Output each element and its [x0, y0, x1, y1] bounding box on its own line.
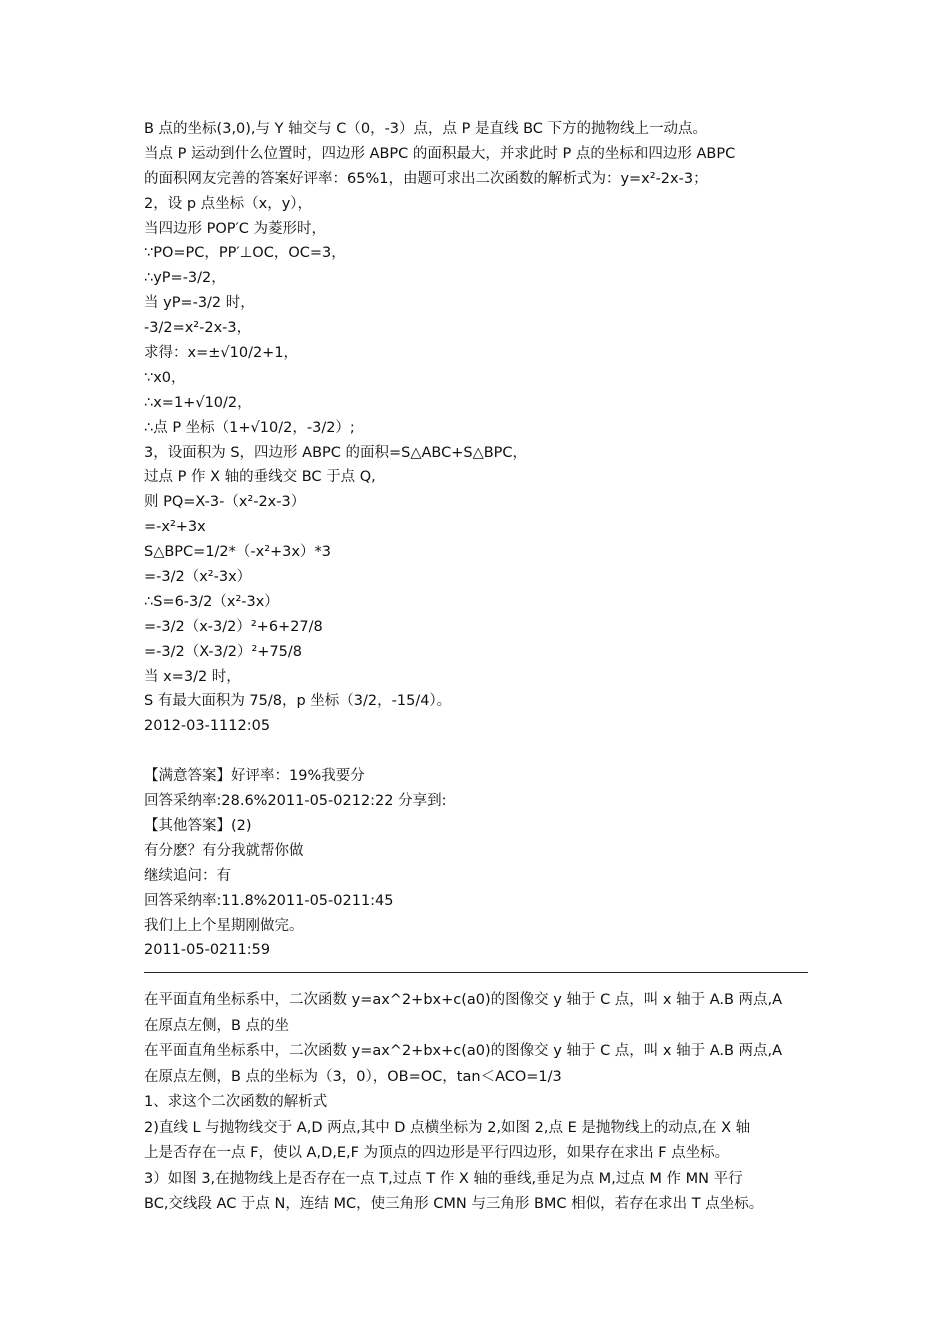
text-line: S△BPC=1/2*（-x²+3x）*3 [144, 544, 331, 561]
text-line: 在平面直角坐标系中，二次函数 y=ax^2+bx+c(a0)的图像交 y 轴于 C 点，叫 x 轴于 A.B 两点,A [144, 1043, 783, 1059]
text-line: -3/2=x²-2x-3， [144, 320, 252, 337]
text-line: B 点的坐标(3,0),与 Y 轴交与 C（0，-3）点，点 P 是直线 BC 下方的抛物线上一动点。 [144, 121, 708, 137]
text-line: 求得：x=±√10/2+1， [144, 345, 299, 362]
text-line: 1、求这个二次函数的解析式 [144, 1094, 328, 1110]
text-line: =-3/2（X-3/2）²+75/8 [144, 643, 303, 660]
text-line: ∵PO=PC，PP′⊥OC，OC=3， [144, 245, 346, 262]
text-line: 的面积网友完善的答案好评率：65%1，由题可求出二次函数的解析式为：y=x²-2x-3； [144, 170, 708, 187]
answer-text-block [144, 117, 808, 963]
text-line: 则 PQ=X-3-（x²-2x-3） [144, 494, 306, 511]
text-line: 我们上上个星期刚做完。 [144, 917, 304, 934]
text-line: 【满意答案】好评率：19%我要分 [144, 768, 365, 785]
text-line: 当点 P 运动到什么位置时，四边形 ABPC 的面积最大，并求此时 P 点的坐标和四边形 ABPC [144, 145, 736, 162]
timestamp: 2012-03-1112:05 [144, 718, 271, 735]
text-line: ∴x=1+√10/2， [144, 394, 252, 411]
text-line: 2)直线 L 与抛物线交于 A,D 两点,其中 D 点横坐标为 2,如图 2,点 E 是抛物线上的动点,在 X 轴 [144, 1119, 751, 1136]
text-line: 当四边形 POP′C 为菱形时， [144, 220, 327, 237]
text-line: 3，设面积为 S，四边形 ABPC 的面积=S△ABC+S△BPC， [144, 444, 528, 461]
text-line: S 有最大面积为 75/8，p 坐标（3/2，-15/4）。 [144, 693, 452, 710]
text-line: ∵x0， [144, 369, 186, 386]
text-line: =-x²+3x [144, 519, 206, 536]
text-line: 继续追问：有 [144, 867, 231, 884]
text-line: ∴点 P 坐标（1+√10/2，-3/2）; [144, 419, 355, 436]
text-line: 当 x=3/2 时， [144, 668, 241, 685]
text-line: 过点 P 作 X 轴的垂线交 BC 于点 Q, [144, 469, 376, 486]
timestamp: 2011-05-0211:59 [144, 942, 271, 959]
text-line: 上是否存在一点 F，使以 A,D,E,F 为顶点的四边形是平行四边形，如果存在求出 F 点坐标。 [144, 1145, 730, 1161]
text-line: ∴yP=-3/2， [144, 270, 226, 287]
text-line: 回答采纳率:28.6%2011-05-0212:22 分享到: [144, 793, 447, 810]
text-line: ∴S=6-3/2（x²-3x） [144, 593, 279, 610]
text-line: =-3/2（x-3/2）²+6+27/8 [144, 618, 323, 635]
text-line: 在原点左侧，B 点的坐 [144, 1017, 290, 1034]
text-line: 回答采纳率:11.8%2011-05-0211:45 [144, 892, 394, 909]
text-line: 【其他答案】(2) [144, 817, 252, 834]
text-line: 2，设 p 点坐标（x，y）， [144, 195, 313, 212]
text-line: BC,交线段 AC 于点 N，连结 MC，使三角形 CMN 与三角形 BMC 相似，若存在求出 T 点坐标。 [144, 1196, 764, 1212]
question-text-block [144, 988, 808, 1218]
blank-line [144, 739, 808, 764]
text-line: 在原点左侧，B 点的坐标为（3，0），OB=OC，tan＜ACO=1/3 [144, 1068, 562, 1085]
text-line: 3）如图 3,在抛物线上是否存在一点 T,过点 T 作 X 轴的垂线,垂足为点 M,过点 M 作 MN 平行 [144, 1170, 743, 1187]
text-line: 有分麽？有分我就帮你做 [144, 842, 304, 859]
text-line: =-3/2（x²-3x） [144, 569, 252, 586]
text-line: 在平面直角坐标系中，二次函数 y=ax^2+bx+c(a0)的图像交 y 轴于 C 点，叫 x 轴于 A.B 两点,A [144, 992, 783, 1008]
horizontal-divider [144, 972, 808, 973]
text-line: 当 yP=-3/2 时， [144, 295, 255, 312]
